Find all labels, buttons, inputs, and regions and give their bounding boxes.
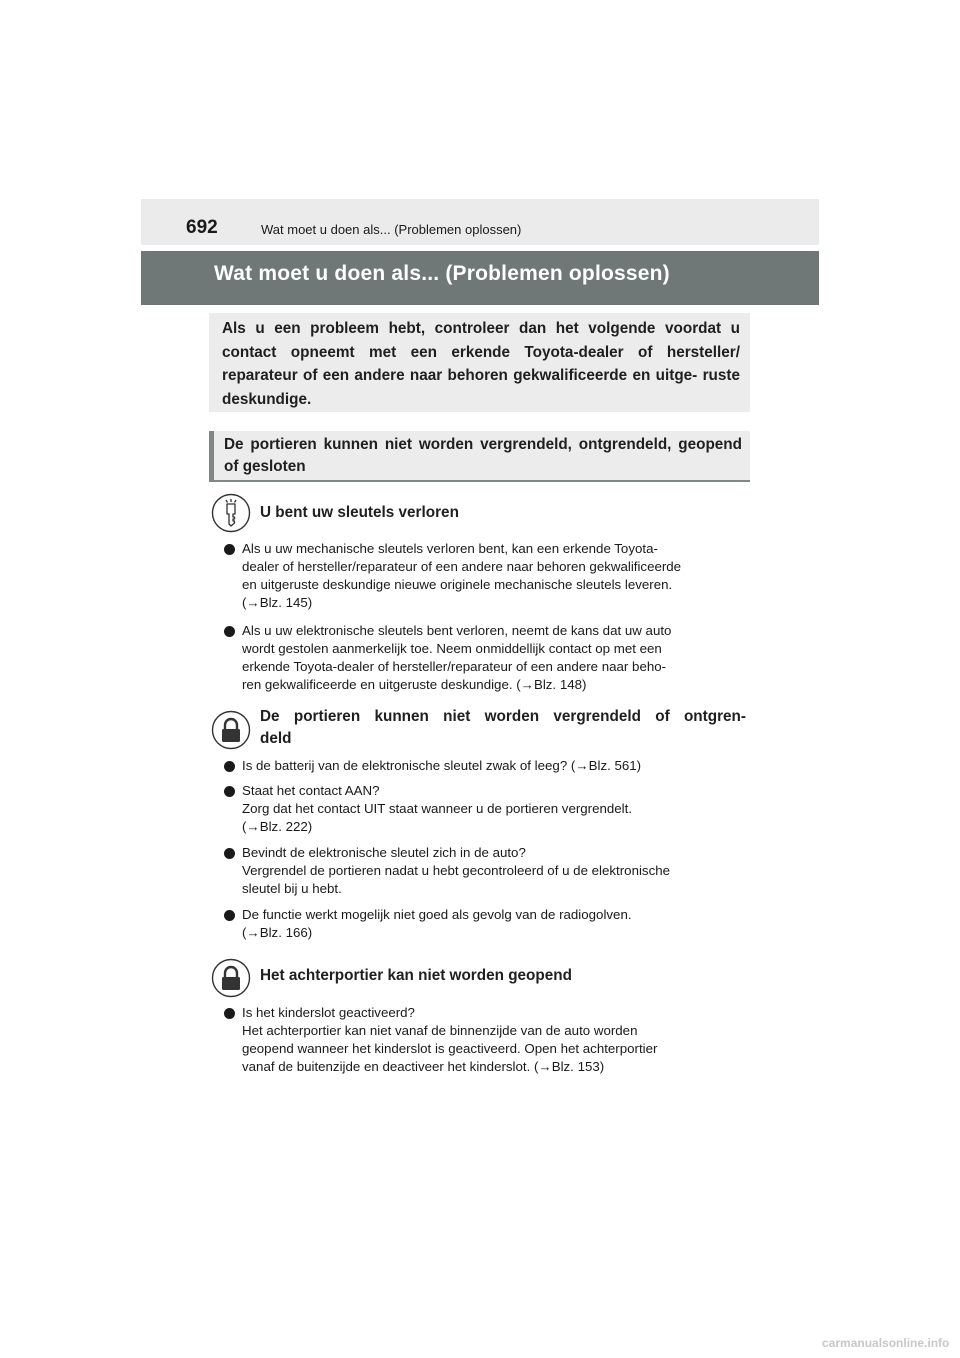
bullet-dot — [224, 910, 235, 921]
intro-text: Als u een probleem hebt, controleer dan het volgende voordat u contact opneemt met een erkende Toyota-dealer of hersteller/ reparateur of een andere naar behoren gekwalificeerde en uitge- ruste deskundige. — [222, 320, 740, 408]
text-line: en uitgeruste deskundige nieuwe originele mechanische sleutels leveren. — [242, 577, 673, 592]
subsection-title-cannot-lock — [260, 706, 746, 750]
bullet-dot — [224, 1008, 235, 1019]
page-title: Wat moet u doen als... (Problemen oplossen) — [214, 262, 670, 285]
subsection-title-lost-keys: U bent uw sleutels verloren — [260, 504, 459, 521]
text-line: Bevindt de elektronische sleutel zich in de auto? — [242, 845, 526, 860]
list-item — [224, 782, 745, 836]
list-item — [224, 540, 745, 612]
title-line: deld — [260, 730, 292, 747]
text-line: Staat het contact AAN? — [242, 783, 380, 798]
section-heading — [209, 431, 750, 482]
bullet-dot — [224, 761, 235, 772]
text-line: Is het kinderslot geactiveerd? — [242, 1005, 415, 1020]
text-line: (→Blz. 222) — [242, 819, 313, 834]
section-title: De portieren kunnen niet worden vergrendeld, ontgrendeld, geopend of gesloten — [224, 436, 742, 475]
subsection-title-rear-door: Het achterportier kan niet worden geopend — [260, 967, 572, 984]
key-icon — [211, 493, 251, 533]
footer-watermark: carmanualsonline.info — [822, 1336, 950, 1350]
text-line: Als u uw elektronische sleutels bent verloren, neemt de kans dat uw auto — [242, 623, 672, 638]
text-line: vanaf de buitenzijde en deactiveer het kinderslot. (→Blz. 153) — [242, 1059, 605, 1074]
lock-icon — [211, 710, 251, 750]
bullet-dot — [224, 544, 235, 555]
text-line: Zorg dat het contact UIT staat wanneer u de portieren vergrendelt. — [242, 801, 633, 816]
text-line: Als u uw mechanische sleutels verloren bent, kan een erkende Toyota- — [242, 541, 658, 556]
list-item — [224, 844, 745, 898]
text-line: geopend wanneer het kinderslot is geactiveerd. Open het achterportier — [242, 1041, 658, 1056]
running-head: Wat moet u doen als... (Problemen oplossen) — [261, 222, 522, 237]
bullet-dot — [224, 786, 235, 797]
text-line: sleutel bij u hebt. — [242, 881, 342, 896]
list-item — [224, 757, 745, 775]
text-line: wordt gestolen aanmerkelijk toe. Neem onmiddellijk contact op met een — [242, 641, 662, 656]
bullet-dot — [224, 626, 235, 637]
list-item — [224, 1004, 745, 1076]
list-item — [224, 906, 745, 942]
bullet-dot — [224, 848, 235, 859]
text-line: De functie werkt mogelijk niet goed als gevolg van de radiogolven. — [242, 907, 632, 922]
text-line: ren gekwalificeerde en uitgeruste deskundige. (→Blz. 148) — [242, 677, 587, 692]
text-line: Vergrendel de portieren nadat u hebt gecontroleerd of u de elektronische — [242, 863, 671, 878]
page-number: 692 — [186, 217, 218, 238]
list-item — [224, 622, 745, 694]
text-line: Is de batterij van de elektronische sleutel zwak of leeg? (→Blz. 561) — [242, 758, 642, 773]
text-line: Het achterportier kan niet vanaf de binnenzijde van de auto worden — [242, 1023, 638, 1038]
lock-icon — [211, 958, 251, 998]
text-line: (→Blz. 145) — [242, 595, 313, 610]
text-line: dealer of hersteller/reparateur of een andere naar behoren gekwalificeerde — [242, 559, 682, 574]
text-line: erkende Toyota-dealer of hersteller/reparateur of een andere naar beho- — [242, 659, 667, 674]
intro-box — [209, 313, 750, 412]
title-line: De portieren kunnen niet worden vergrendeld of ontgren- — [260, 708, 746, 725]
text-line: (→Blz. 166) — [242, 925, 313, 940]
